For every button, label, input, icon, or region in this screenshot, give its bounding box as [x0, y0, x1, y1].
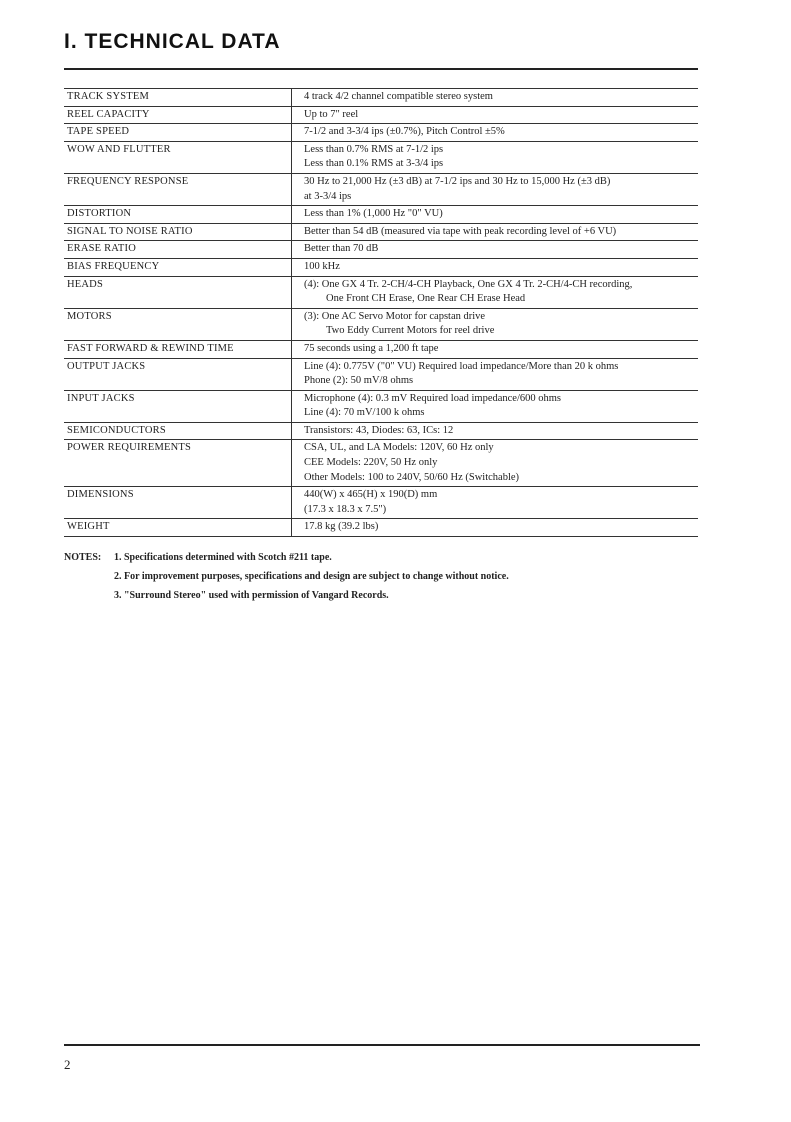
spec-label: WOW AND FLUTTER [64, 141, 292, 173]
spec-row [64, 106, 698, 124]
spec-row [64, 173, 698, 205]
spec-value-line: 440(W) x 465(H) x 190(D) mm [304, 489, 438, 501]
title-rule [64, 68, 698, 70]
spec-value-line: CSA, UL, and LA Models: 120V, 60 Hz only [304, 442, 494, 454]
spec-value-line: Less than 1% (1,000 Hz "0" VU) [304, 208, 443, 220]
spec-row [64, 390, 698, 422]
spec-value-line: (17.3 x 18.3 x 7.5") [304, 503, 387, 515]
spec-row [64, 440, 698, 487]
note-text: "Surround Stereo" used with permission of Vangard Records. [124, 590, 389, 601]
note-text: For improvement purposes, specifications and design are subject to change without notice. [124, 571, 509, 582]
spec-value-line: 30 Hz to 21,000 Hz (±3 dB) at 7-1/2 ips and 30 Hz to 15,000 Hz (±3 dB) [304, 175, 611, 187]
page-number: 2 [64, 1057, 71, 1072]
spec-value-line: 100 kHz [304, 260, 340, 272]
spec-value-line: 75 seconds using a 1,200 ft tape [304, 342, 439, 354]
spec-label: REEL CAPACITY [64, 106, 292, 124]
spec-row [64, 89, 698, 107]
spec-value-line: Less than 0.1% RMS at 3-3/4 ips [304, 158, 444, 170]
notes-heading: NOTES: [64, 552, 102, 563]
page-title: I. TECHNICAL DATA [64, 30, 281, 53]
note-text: Specifications determined with Scotch #211 tape. [124, 552, 332, 563]
note-row [64, 568, 509, 587]
spec-label: SIGNAL TO NOISE RATIO [64, 223, 292, 241]
note-row [64, 549, 509, 568]
spec-label: MOTORS [64, 308, 292, 340]
spec-value-line: Microphone (4): 0.3 mV Required load impedance/600 ohms [304, 392, 562, 404]
spec-label: POWER REQUIREMENTS [64, 440, 292, 487]
spec-row [64, 487, 698, 519]
spec-row [64, 519, 698, 537]
spec-value [292, 89, 699, 107]
spec-value-line: Transistors: 43, Diodes: 63, ICs: 12 [304, 424, 454, 436]
spec-label: WEIGHT [64, 519, 292, 537]
spec-value [292, 141, 699, 173]
spec-row [64, 422, 698, 440]
notes-section [64, 549, 509, 606]
spec-value [292, 223, 699, 241]
spec-row [64, 340, 698, 358]
footer-rule [64, 1044, 700, 1046]
spec-label: TAPE SPEED [64, 124, 292, 142]
spec-value-line: Less than 0.7% RMS at 7-1/2 ips [304, 143, 444, 155]
spec-row [64, 141, 698, 173]
spec-label: BIAS FREQUENCY [64, 258, 292, 276]
spec-value-line: One Front CH Erase, One Rear CH Erase Head [326, 293, 526, 305]
notes-spacer [64, 568, 114, 587]
technical-data-body [64, 89, 698, 537]
spec-value-line: (4): One GX 4 Tr. 2-CH/4-CH Playback, One GX 4 Tr. 2-CH/4-CH recording, [304, 278, 633, 290]
spec-value [292, 106, 699, 124]
spec-value-line: Line (4): 70 mV/100 k ohms [304, 407, 425, 419]
spec-label: OUTPUT JACKS [64, 358, 292, 390]
spec-value-line: 4 track 4/2 channel compatible stereo system [304, 91, 493, 102]
note-number: 1. [114, 552, 122, 563]
spec-row [64, 258, 698, 276]
spec-value-line: Up to 7" reel [304, 108, 359, 120]
spec-value-line: Two Eddy Current Motors for reel drive [326, 325, 495, 337]
spec-value [292, 276, 699, 308]
spec-row [64, 241, 698, 259]
spec-value [292, 241, 699, 259]
spec-row [64, 223, 698, 241]
spec-value-line: Better than 70 dB [304, 243, 379, 255]
notes-spacer [64, 587, 114, 606]
spec-row [64, 308, 698, 340]
spec-label: FREQUENCY RESPONSE [64, 173, 292, 205]
spec-value [292, 206, 699, 224]
spec-label: DISTORTION [64, 206, 292, 224]
spec-label: SEMICONDUCTORS [64, 422, 292, 440]
spec-value-line: (3): One AC Servo Motor for capstan drive [304, 310, 486, 322]
spec-value [292, 487, 699, 519]
spec-label: INPUT JACKS [64, 390, 292, 422]
spec-label: HEADS [64, 276, 292, 308]
spec-value [292, 390, 699, 422]
spec-value [292, 308, 699, 340]
spec-row [64, 358, 698, 390]
spec-label: FAST FORWARD & REWIND TIME [64, 340, 292, 358]
note-number: 2. [114, 571, 122, 582]
note-number: 3. [114, 590, 122, 601]
spec-value [292, 124, 699, 142]
spec-row [64, 124, 698, 142]
spec-value-line: at 3-3/4 ips [304, 190, 352, 202]
technical-data-table [64, 88, 698, 537]
spec-label: ERASE RATIO [64, 241, 292, 259]
spec-value [292, 519, 699, 537]
spec-label: DIMENSIONS [64, 487, 292, 519]
spec-value-line: Other Models: 100 to 240V, 50/60 Hz (Switchable) [304, 471, 520, 483]
spec-value-line: Line (4): 0.775V ("0" VU) Required load impedance/More than 20 k ohms [304, 360, 619, 372]
spec-label: TRACK SYSTEM [64, 89, 292, 107]
spec-value-line: 7-1/2 and 3-3/4 ips (±0.7%), Pitch Control ±5% [304, 126, 505, 138]
spec-value [292, 258, 699, 276]
spec-value [292, 440, 699, 487]
note-row [64, 587, 509, 606]
spec-value [292, 358, 699, 390]
spec-row [64, 206, 698, 224]
spec-value [292, 422, 699, 440]
spec-value-line: 17.8 kg (39.2 lbs) [304, 521, 379, 533]
spec-value-line: Better than 54 dB (measured via tape with peak recording level of +6 VU) [304, 225, 617, 237]
spec-row [64, 276, 698, 308]
spec-value-line: CEE Models: 220V, 50 Hz only [304, 457, 438, 469]
spec-value [292, 340, 699, 358]
spec-value-line: Phone (2): 50 mV/8 ohms [304, 375, 414, 387]
spec-value [292, 173, 699, 205]
